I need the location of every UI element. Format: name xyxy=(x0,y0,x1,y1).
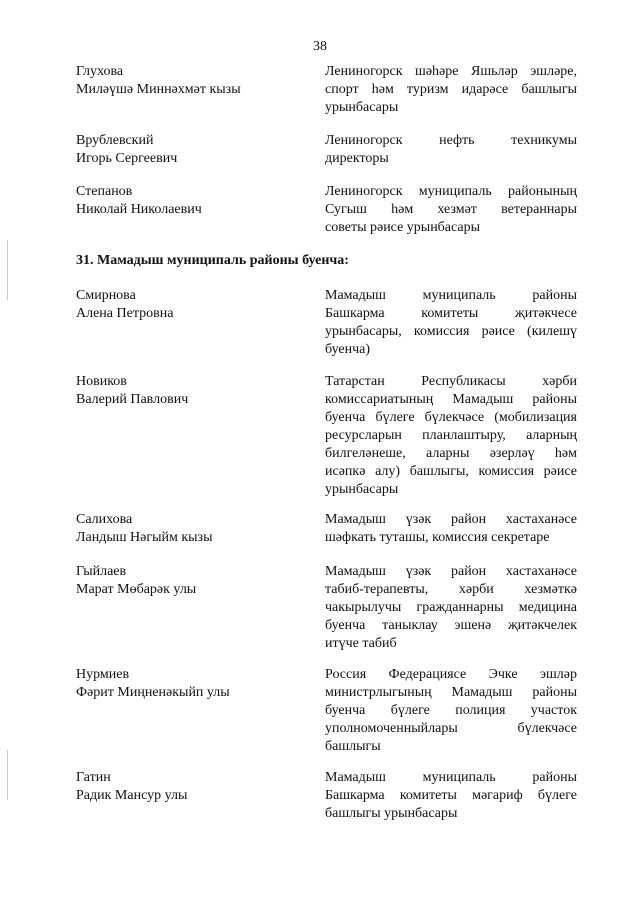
role-line: буенча) xyxy=(325,342,371,357)
role-line: Россия Федерациясе Эчке эшләр xyxy=(325,667,577,682)
member-given-name: Миләүшә Миннәхмәт кызы xyxy=(76,82,241,97)
role-line: Лениногорск нефть техникумы xyxy=(325,133,577,148)
role-line: Лениногорск муниципаль районының xyxy=(325,184,577,199)
role-line: урынбасары xyxy=(325,100,399,115)
member-role xyxy=(325,563,577,653)
member-surname: Гыйлаев xyxy=(76,564,127,579)
role-line: комиссариатының Мамадыш районы xyxy=(325,392,577,407)
role-line: Мамадыш үзәк район хастаханәсе xyxy=(325,512,577,527)
member-name xyxy=(76,666,306,702)
role-line: урынбасары xyxy=(325,482,399,497)
member-name xyxy=(76,373,306,409)
member-surname: Нурмиев xyxy=(76,667,130,682)
member-name xyxy=(76,63,306,99)
role-line: урынбасары, комиссия рәисе (килешү xyxy=(325,324,577,339)
member-surname: Гатин xyxy=(76,770,111,785)
member-given-name: Фәрит Миңненәкыйп улы xyxy=(76,685,230,700)
page-number: 38 xyxy=(313,39,327,54)
member-given-name: Радик Мансур улы xyxy=(76,788,188,803)
role-line: директоры xyxy=(325,151,389,166)
member-name xyxy=(76,563,306,599)
section-heading: 31. Мамадыш муниципаль районы буенча: xyxy=(76,253,349,268)
role-line: спорт һәм туризм идарәсе башлыгы xyxy=(325,82,577,97)
member-role xyxy=(325,769,577,823)
member-name xyxy=(76,132,306,168)
scan-margin-mark xyxy=(7,750,8,800)
role-line: буенча бүлеге полиция участок xyxy=(325,703,577,718)
role-line: Башкарма комитеты җитәкчесе xyxy=(325,306,577,321)
member-given-name: Алена Петровна xyxy=(76,306,174,321)
member-role xyxy=(325,183,577,237)
member-surname: Глухова xyxy=(76,64,124,79)
role-line: башлыгы урынбасары xyxy=(325,806,458,821)
member-surname: Новиков xyxy=(76,374,127,389)
member-given-name: Марат Мөбарәк улы xyxy=(76,582,197,597)
member-given-name: Валерий Павлович xyxy=(76,392,189,407)
member-given-name: Николай Николаевич xyxy=(76,202,202,217)
role-line: буенча бүлеге бүлекчәсе (мобилизация xyxy=(325,410,577,425)
member-role xyxy=(325,666,577,756)
role-line: Сугыш һәм хезмәт ветераннары xyxy=(325,202,577,217)
role-line: Мамадыш үзәк район хастаханәсе xyxy=(325,564,577,579)
role-line: Башкарма комитеты мәгариф бүлеге xyxy=(325,788,577,803)
role-line: советы рәисе урынбасары xyxy=(325,220,481,235)
member-name xyxy=(76,511,306,547)
role-line: Лениногорск шәһәре Яшьләр эшләре, xyxy=(325,64,577,79)
member-role xyxy=(325,132,577,168)
member-role xyxy=(325,63,577,117)
role-line: шәфкать туташы, комиссия секретаре xyxy=(325,530,550,545)
member-name xyxy=(76,769,306,805)
role-line: исәпкә алу) башлыгы, комиссия рәисе xyxy=(325,464,577,479)
role-line: итүче табиб xyxy=(325,636,397,651)
member-name xyxy=(76,287,306,323)
role-line: чакырылучы гражданнарны медицина xyxy=(325,600,577,615)
role-line: табиб-терапевты, хәрби хезмәткә xyxy=(325,582,577,597)
member-name xyxy=(76,183,306,219)
role-line: башлыгы xyxy=(325,739,381,754)
role-line: буенча таныклау эшенә җитәкчелек xyxy=(325,618,577,633)
member-role xyxy=(325,511,577,547)
member-role xyxy=(325,373,577,499)
role-line: уполномоченныйлары бүлекчәсе xyxy=(325,721,577,736)
member-surname: Смирнова xyxy=(76,288,136,303)
member-surname: Салихова xyxy=(76,512,133,527)
role-line: Мамадыш муниципаль районы xyxy=(325,288,577,303)
member-given-name: Ландыш Нәгыйм кызы xyxy=(76,530,213,545)
member-surname: Врублевский xyxy=(76,133,154,148)
role-line: Мамадыш муниципаль районы xyxy=(325,770,577,785)
role-line: билгеләнеше, аларны әзерләү һәм xyxy=(325,446,577,461)
member-role xyxy=(325,287,577,359)
member-surname: Степанов xyxy=(76,184,133,199)
role-line: ресурсларын планлаштыру, аларның xyxy=(325,428,577,443)
role-line: Татарстан Республикасы хәрби xyxy=(325,374,577,389)
role-line: министрлыгының Мамадыш районы xyxy=(325,685,577,700)
scan-margin-mark xyxy=(7,240,8,300)
member-given-name: Игорь Сергеевич xyxy=(76,151,178,166)
